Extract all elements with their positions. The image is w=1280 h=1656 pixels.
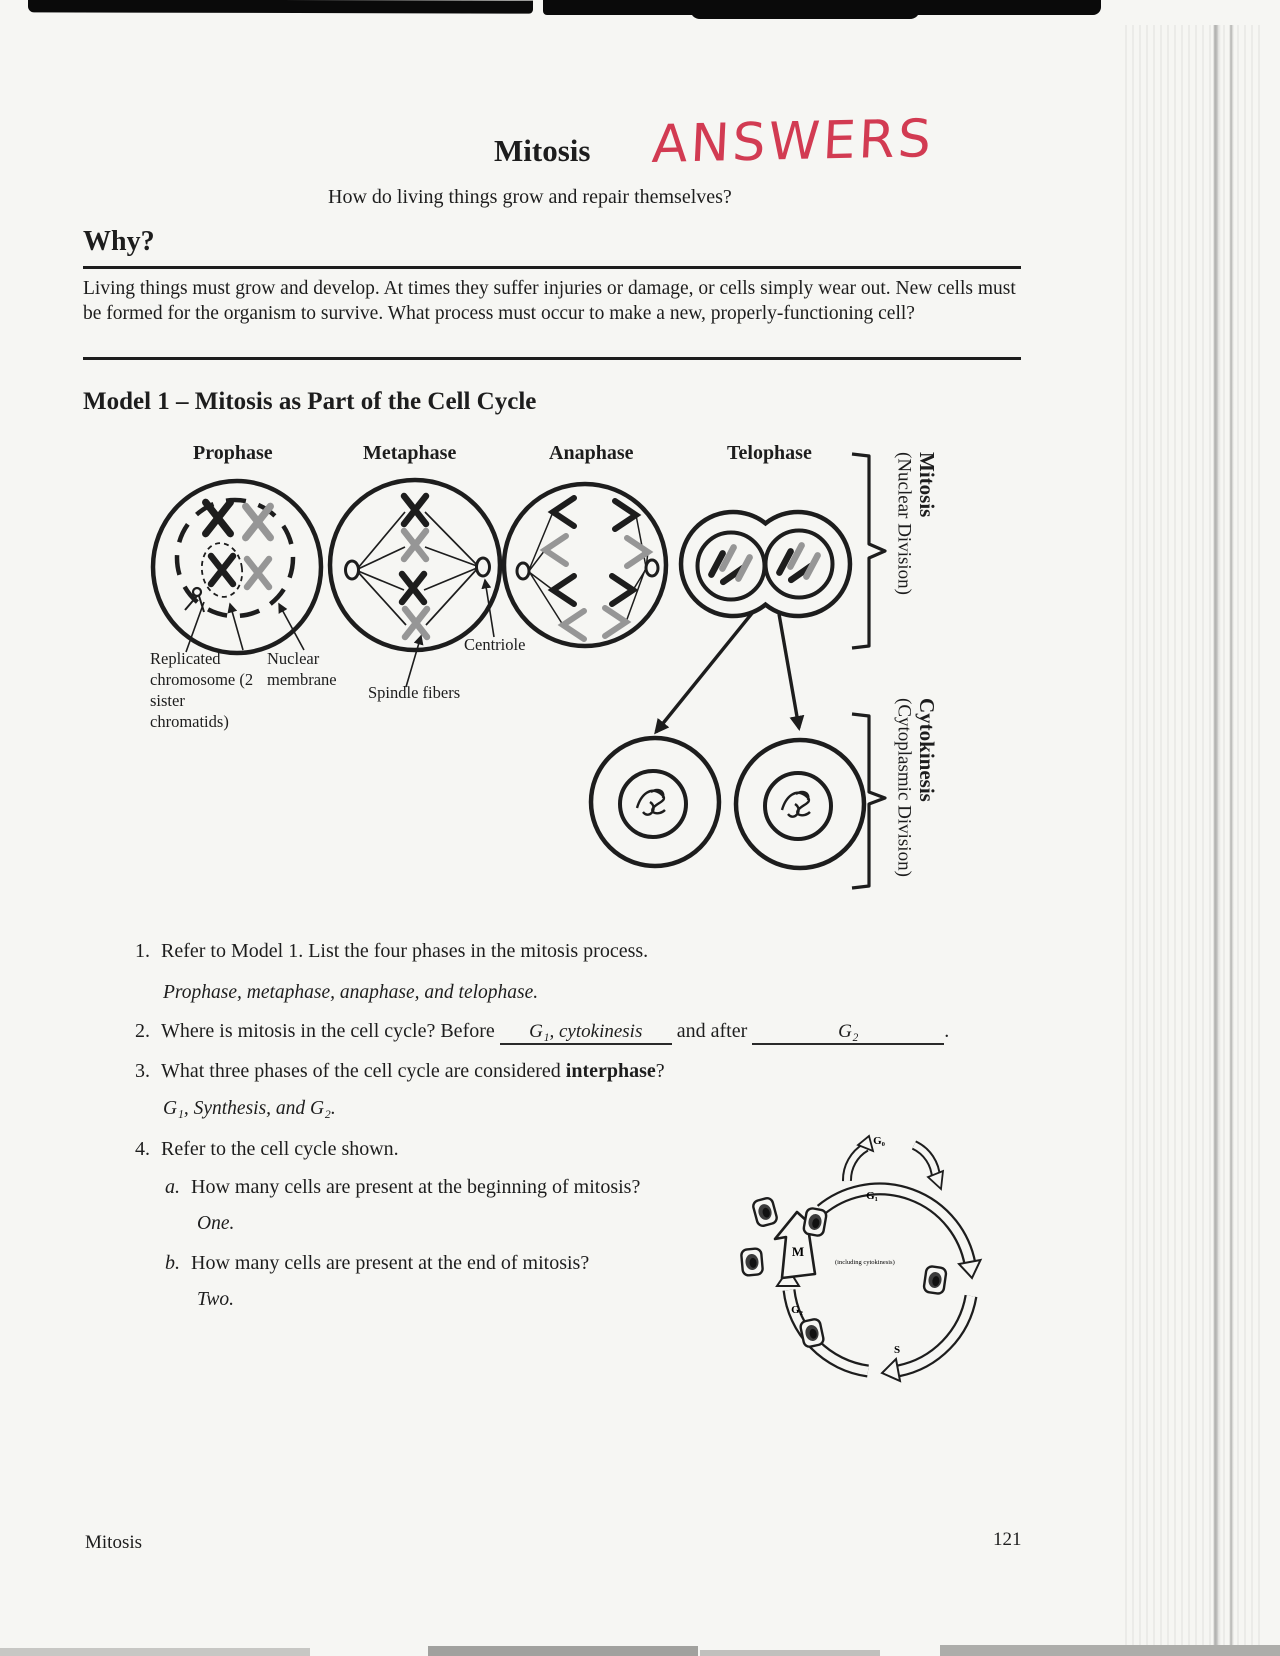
question-bold-word: interphase: [565, 1060, 656, 1082]
cycle-label-g2: G₂: [791, 1304, 803, 1316]
scan-bottom-edge: [700, 1650, 880, 1656]
scan-top-edge: [690, 0, 920, 19]
cell-cycle-diagram: [740, 1120, 1020, 1410]
cycle-cell: [741, 1248, 763, 1276]
phase-label-metaphase: Metaphase: [363, 442, 457, 464]
answer-3: G₁, Synthesis, and G₂.: [163, 1098, 336, 1119]
phase-label-telophase: Telophase: [727, 442, 812, 464]
question-text: .: [944, 1020, 950, 1042]
label-mitosis-nuclear-division: [893, 452, 938, 657]
mitosis-bracket-title: Mitosis: [914, 452, 939, 518]
question-number: 3.: [135, 1060, 150, 1082]
scan-top-edge: [28, 0, 533, 14]
daughter-cell-right: [736, 740, 864, 868]
phase-label-anaphase: Anaphase: [549, 442, 634, 464]
question-text: ?: [655, 1060, 665, 1082]
answer-blank-1: G₁, cytokinesis: [500, 1021, 672, 1045]
cycle-cell: [803, 1207, 827, 1236]
cycle-cell: [800, 1318, 825, 1348]
phase-label-prophase: Prophase: [193, 442, 273, 464]
centriole-left: [346, 561, 359, 579]
question-text: Where is mitosis in the cell cycle? Before: [161, 1020, 495, 1042]
why-paragraph: Living things must grow and develop. At times they suffer injuries or damage, or cells simply wear out. New cells must be formed for the organism to survive. What process must occur to make a new, properly-functioning cell?: [83, 278, 1016, 324]
centriole-right: [477, 558, 490, 576]
cycle-label-m-note: (including cytokinesis): [835, 1259, 895, 1266]
cytokinesis-bracket-subtitle: (Cytoplasmic Division): [893, 698, 915, 877]
page-subtitle: How do living things grow and repair themselves?: [328, 186, 732, 208]
scan-bottom-edge: [0, 1648, 310, 1656]
metaphase-cell: [330, 480, 500, 650]
question-letter: a.: [165, 1176, 180, 1198]
divider: [83, 266, 1021, 269]
cycle-label-g1: G₁: [866, 1190, 878, 1202]
scan-bottom-edge: [428, 1646, 698, 1656]
label-replicated-chromosome: Replicated chromosome (2 sister chromatids): [150, 649, 254, 731]
answers-stamp: ANSWERS: [650, 109, 936, 175]
question-text: and after: [676, 1020, 748, 1042]
cycle-label-s: S: [893, 1344, 901, 1356]
question-number: 2.: [135, 1020, 150, 1042]
cytokinesis-bracket-title: Cytokinesis: [914, 698, 939, 802]
label-nuclear-membrane: Nuclear membrane: [267, 649, 337, 689]
telophase-cell: [681, 512, 850, 616]
daughter-cell-left: [591, 738, 719, 866]
answer-blank-2: G₂: [752, 1021, 944, 1045]
question-3: [135, 1060, 855, 1083]
question-number: 1.: [135, 940, 150, 962]
footer-page-number: 121: [993, 1529, 1022, 1550]
cycle-label-m: M: [791, 1244, 805, 1259]
why-heading: Why?: [83, 226, 155, 257]
question-2: [135, 1020, 1035, 1045]
anaphase-cell: [504, 484, 666, 646]
scan-bottom-edge: [940, 1645, 1280, 1656]
bracket-mitosis: [852, 454, 885, 648]
answer-1: Prophase, metaphase, anaphase, and telophase.: [163, 982, 539, 1003]
question-number: 4.: [135, 1138, 150, 1160]
footer-title: Mitosis: [85, 1532, 143, 1553]
cycle-label-g0: G₀: [873, 1135, 885, 1147]
question-text: Refer to the cell cycle shown.: [161, 1138, 399, 1160]
arrow-to-daughter-left: [656, 612, 753, 732]
question-text: What three phases of the cell cycle are considered: [161, 1060, 566, 1082]
question-text: How many cells are present at the end of mitosis?: [191, 1252, 590, 1274]
scan-binding-streaks: [1125, 25, 1265, 1656]
label-centriole: Centriole: [464, 635, 526, 654]
mitosis-bracket-subtitle: (Nuclear Division): [893, 452, 915, 595]
answer-4a: One.: [197, 1213, 235, 1234]
question-text: How many cells are present at the beginning of mitosis?: [191, 1176, 641, 1198]
label-cytokinesis-cytoplasmic-division: [893, 698, 938, 913]
cycle-cell: [923, 1266, 946, 1295]
question-1: [135, 940, 855, 963]
question-letter: b.: [165, 1252, 180, 1274]
page-title: Mitosis: [494, 133, 591, 168]
question-text: Refer to Model 1. List the four phases in the mitosis process.: [161, 940, 649, 962]
arrow-to-daughter-right: [779, 614, 799, 728]
cycle-cell: [752, 1197, 778, 1227]
label-spindle-fibers: Spindle fibers: [368, 683, 461, 702]
model1-heading: Model 1 – Mitosis as Part of the Cell Cycle: [83, 388, 537, 415]
answer-4b: Two.: [197, 1289, 235, 1310]
divider: [83, 357, 1021, 360]
